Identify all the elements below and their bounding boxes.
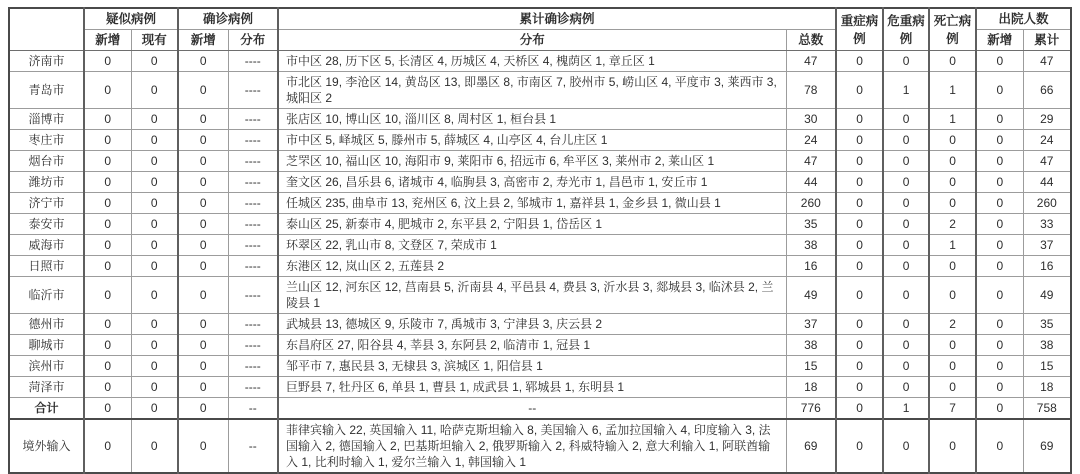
cumulative-distribution-cell: 任城区 235, 曲阜市 13, 兖州区 6, 汶上县 2, 邹城市 1, 嘉祥县 1, 金乡县 1, 微山县 1 [278, 193, 786, 214]
critical-cases-cell: 0 [883, 130, 929, 151]
severe-cases-cell: 0 [836, 256, 883, 277]
severe-cases-cell: 0 [836, 398, 883, 420]
city-row [9, 335, 1071, 356]
discharged-total-cell: 37 [1023, 235, 1071, 256]
city-name: 威海市 [9, 235, 84, 256]
city-row [9, 277, 1071, 314]
critical-cases-cell: 0 [883, 377, 929, 398]
confirmed-new-cell: 0 [178, 151, 228, 172]
table-header [9, 8, 1071, 51]
city-row [9, 314, 1071, 335]
severe-cases-cell: 0 [836, 235, 883, 256]
cumulative-distribution-cell: 奎文区 26, 昌乐县 6, 诸城市 4, 临朐县 3, 高密市 2, 寿光市 1, 昌邑市 1, 安丘市 1 [278, 172, 786, 193]
discharged-total-cell: 15 [1023, 356, 1071, 377]
table-body [9, 51, 1071, 474]
severe-cases-cell: 0 [836, 72, 883, 109]
discharged-new-cell: 0 [976, 130, 1023, 151]
severe-cases-cell: 0 [836, 335, 883, 356]
cumulative-total-cell: 24 [786, 130, 836, 151]
suspected-new-cell: 0 [84, 377, 131, 398]
cumulative-distribution-cell: 东港区 12, 岚山区 2, 五莲县 2 [278, 256, 786, 277]
discharged-total-cell: 49 [1023, 277, 1071, 314]
discharged-new-cell: 0 [976, 172, 1023, 193]
cumulative-distribution-cell: 环翠区 22, 乳山市 8, 文登区 7, 荣成市 1 [278, 235, 786, 256]
cumulative-total-cell: 16 [786, 256, 836, 277]
suspected-new-cell: 0 [84, 356, 131, 377]
critical-cases-cell: 0 [883, 193, 929, 214]
total-row [9, 398, 1071, 420]
severe-cases-cell: 0 [836, 377, 883, 398]
confirmed-cases-group-header: 确诊病例 [178, 8, 278, 30]
city-row [9, 377, 1071, 398]
cumulative-confirmed-group-header: 累计确诊病例 [278, 8, 836, 30]
suspected-current-cell: 0 [131, 335, 178, 356]
confirmed-new-cell: 0 [178, 193, 228, 214]
death-cases-cell: 0 [929, 130, 976, 151]
suspected-new-cell: 0 [84, 214, 131, 235]
city-row [9, 72, 1071, 109]
death-cases-cell: 1 [929, 72, 976, 109]
discharged-new-cell: 0 [976, 151, 1023, 172]
discharged-total-cell: 33 [1023, 214, 1071, 235]
city-row [9, 151, 1071, 172]
cumulative-total-cell: 260 [786, 193, 836, 214]
death-cases-cell: 0 [929, 51, 976, 72]
suspected-current-header: 现有 [131, 30, 178, 51]
confirmed-distribution-cell: ---- [228, 109, 278, 130]
discharged-new-cell: 0 [976, 193, 1023, 214]
death-cases-cell: 0 [929, 193, 976, 214]
cumulative-distribution-cell: 巨野县 7, 牡丹区 6, 单县 1, 曹县 1, 成武县 1, 郓城县 1, 东明县 1 [278, 377, 786, 398]
cumulative-distribution-cell: 武城县 13, 德城区 9, 乐陵市 7, 禹城市 3, 宁津县 3, 庆云县 2 [278, 314, 786, 335]
suspected-current-cell: 0 [131, 256, 178, 277]
discharged-total-header: 累计 [1023, 30, 1071, 51]
cumulative-distribution-cell: 兰山区 12, 河东区 12, 莒南县 5, 沂南县 4, 平邑县 4, 费县 3, 沂水县 3, 郯城县 3, 临沭县 2, 兰陵县 1 [278, 277, 786, 314]
suspected-current-cell: 0 [131, 314, 178, 335]
suspected-current-cell: 0 [131, 419, 178, 473]
suspected-new-cell: 0 [84, 172, 131, 193]
discharged-total-cell: 24 [1023, 130, 1071, 151]
cumulative-distribution-cell: 东昌府区 27, 阳谷县 4, 莘县 3, 东阿县 2, 临清市 1, 冠县 1 [278, 335, 786, 356]
severe-cases-cell: 0 [836, 130, 883, 151]
critical-cases-cell: 0 [883, 214, 929, 235]
death-cases-cell: 0 [929, 172, 976, 193]
city-name: 聊城市 [9, 335, 84, 356]
city-name: 济南市 [9, 51, 84, 72]
suspected-current-cell: 0 [131, 235, 178, 256]
confirmed-new-cell: 0 [178, 277, 228, 314]
confirmed-distribution-cell: ---- [228, 72, 278, 109]
death-cases-cell: 0 [929, 335, 976, 356]
confirmed-new-cell: 0 [178, 419, 228, 473]
confirmed-new-cell: 0 [178, 130, 228, 151]
death-cases-cell: 2 [929, 214, 976, 235]
cumulative-total-cell: 44 [786, 172, 836, 193]
critical-cases-cell: 0 [883, 277, 929, 314]
cumulative-distribution-cell: 芝罘区 10, 福山区 10, 海阳市 9, 莱阳市 6, 招远市 6, 牟平区 3, 莱州市 2, 莱山区 1 [278, 151, 786, 172]
critical-cases-cell: 0 [883, 51, 929, 72]
suspected-current-cell: 0 [131, 72, 178, 109]
city-name: 济宁市 [9, 193, 84, 214]
death-cases-cell: 7 [929, 398, 976, 420]
confirmed-distribution-cell: ---- [228, 256, 278, 277]
cumulative-distribution-cell: 市中区 28, 历下区 5, 长清区 4, 历城区 4, 天桥区 4, 槐荫区 1, 章丘区 1 [278, 51, 786, 72]
city-name: 泰安市 [9, 214, 84, 235]
suspected-current-cell: 0 [131, 356, 178, 377]
confirmed-new-cell: 0 [178, 235, 228, 256]
confirmed-new-header: 新增 [178, 30, 228, 51]
suspected-current-cell: 0 [131, 109, 178, 130]
city-row [9, 235, 1071, 256]
city-row [9, 172, 1071, 193]
cumulative-total-cell: 69 [786, 419, 836, 473]
confirmed-new-cell: 0 [178, 214, 228, 235]
discharged-new-cell: 0 [976, 419, 1023, 473]
suspected-current-cell: 0 [131, 172, 178, 193]
confirmed-distribution-cell: -- [228, 419, 278, 473]
confirmed-new-cell: 0 [178, 51, 228, 72]
suspected-current-cell: 0 [131, 398, 178, 420]
cumulative-total-cell: 18 [786, 377, 836, 398]
city-name: 合计 [9, 398, 84, 420]
suspected-new-cell: 0 [84, 277, 131, 314]
confirmed-distribution-cell: ---- [228, 235, 278, 256]
discharged-total-cell: 47 [1023, 51, 1071, 72]
suspected-current-cell: 0 [131, 214, 178, 235]
confirmed-new-cell: 0 [178, 356, 228, 377]
city-row [9, 214, 1071, 235]
discharged-new-cell: 0 [976, 214, 1023, 235]
suspected-new-header: 新增 [84, 30, 131, 51]
city-name: 德州市 [9, 314, 84, 335]
cumulative-total-cell: 776 [786, 398, 836, 420]
suspected-current-cell: 0 [131, 130, 178, 151]
city-row [9, 193, 1071, 214]
death-cases-cell: 0 [929, 356, 976, 377]
city-name: 青岛市 [9, 72, 84, 109]
critical-cases-cell: 0 [883, 151, 929, 172]
critical-cases-cell: 0 [883, 314, 929, 335]
city-name: 境外输入 [9, 419, 84, 473]
cumulative-distribution-cell: 菲律宾输入 22, 英国输入 11, 哈萨克斯坦输入 8, 美国输入 6, 孟加拉国输入 4, 印度输入 3, 法国输入 2, 德国输入 2, 巴基斯坦输入 2, 俄罗斯输入 2, 科威特输入 2, 意大利输入 1, 阿联酋输入 1, 比利时输入 1, 爱尔兰输入 1, 韩国输入 1 [278, 419, 786, 473]
cumulative-total-cell: 78 [786, 72, 836, 109]
confirmed-distribution-cell: ---- [228, 172, 278, 193]
city-row [9, 51, 1071, 72]
cumulative-total-cell: 47 [786, 51, 836, 72]
cumulative-total-cell: 38 [786, 335, 836, 356]
suspected-new-cell: 0 [84, 398, 131, 420]
city-row [9, 256, 1071, 277]
critical-cases-cell: 0 [883, 335, 929, 356]
cumulative-total-cell: 38 [786, 235, 836, 256]
confirmed-new-cell: 0 [178, 172, 228, 193]
confirmed-distribution-cell: ---- [228, 130, 278, 151]
discharged-new-cell: 0 [976, 72, 1023, 109]
severe-cases-cell: 0 [836, 193, 883, 214]
severe-cases-cell: 0 [836, 214, 883, 235]
critical-cases-cell: 1 [883, 398, 929, 420]
severe-cases-cell: 0 [836, 419, 883, 473]
severe-cases-cell: 0 [836, 277, 883, 314]
cumulative-total-cell: 35 [786, 214, 836, 235]
cumulative-total-cell: 30 [786, 109, 836, 130]
critical-cases-cell: 0 [883, 256, 929, 277]
city-name: 日照市 [9, 256, 84, 277]
confirmed-distribution-cell: -- [228, 398, 278, 420]
discharged-new-header: 新增 [976, 30, 1023, 51]
city-row [9, 130, 1071, 151]
confirmed-new-cell: 0 [178, 377, 228, 398]
suspected-new-cell: 0 [84, 51, 131, 72]
cumulative-distribution-cell: 市中区 5, 峄城区 5, 滕州市 5, 薛城区 4, 山亭区 4, 台儿庄区 1 [278, 130, 786, 151]
discharged-total-cell: 16 [1023, 256, 1071, 277]
city-row [9, 356, 1071, 377]
discharged-total-cell: 47 [1023, 151, 1071, 172]
critical-cases-header: 危重病例 [883, 8, 929, 51]
confirmed-new-cell: 0 [178, 256, 228, 277]
header-group-row [9, 8, 1071, 30]
severe-cases-cell: 0 [836, 109, 883, 130]
death-cases-cell: 1 [929, 235, 976, 256]
discharged-group-header: 出院人数 [976, 8, 1071, 30]
discharged-total-cell: 35 [1023, 314, 1071, 335]
discharged-new-cell: 0 [976, 377, 1023, 398]
city-name: 菏泽市 [9, 377, 84, 398]
cumulative-distribution-cell: 邹平市 7, 惠民县 3, 无棣县 3, 滨城区 1, 阳信县 1 [278, 356, 786, 377]
confirmed-distribution-cell: ---- [228, 335, 278, 356]
severe-cases-cell: 0 [836, 314, 883, 335]
severe-cases-cell: 0 [836, 356, 883, 377]
death-cases-cell: 0 [929, 277, 976, 314]
discharged-total-cell: 29 [1023, 109, 1071, 130]
discharged-new-cell: 0 [976, 277, 1023, 314]
death-cases-cell: 0 [929, 377, 976, 398]
confirmed-distribution-cell: ---- [228, 356, 278, 377]
discharged-total-cell: 66 [1023, 72, 1071, 109]
confirmed-new-cell: 0 [178, 109, 228, 130]
severe-cases-cell: 0 [836, 151, 883, 172]
death-cases-cell: 0 [929, 151, 976, 172]
critical-cases-cell: 0 [883, 172, 929, 193]
suspected-new-cell: 0 [84, 109, 131, 130]
critical-cases-cell: 0 [883, 235, 929, 256]
suspected-new-cell: 0 [84, 256, 131, 277]
city-name: 淄博市 [9, 109, 84, 130]
city-name: 滨州市 [9, 356, 84, 377]
confirmed-distribution-cell: ---- [228, 151, 278, 172]
discharged-new-cell: 0 [976, 335, 1023, 356]
cumulative-distribution-cell: 市北区 19, 李沧区 14, 黄岛区 13, 即墨区 8, 市南区 7, 胶州市 5, 崂山区 4, 平度市 3, 莱西市 3, 城阳区 2 [278, 72, 786, 109]
death-cases-cell: 0 [929, 419, 976, 473]
cumulative-distribution-cell: 泰山区 25, 新泰市 4, 肥城市 2, 东平县 2, 宁阳县 1, 岱岳区 1 [278, 214, 786, 235]
suspected-new-cell: 0 [84, 335, 131, 356]
city-name: 枣庄市 [9, 130, 84, 151]
suspected-new-cell: 0 [84, 193, 131, 214]
cumulative-total-cell: 49 [786, 277, 836, 314]
severe-cases-cell: 0 [836, 172, 883, 193]
discharged-new-cell: 0 [976, 235, 1023, 256]
death-cases-cell: 2 [929, 314, 976, 335]
confirmed-distribution-cell: ---- [228, 277, 278, 314]
suspected-new-cell: 0 [84, 419, 131, 473]
cumulative-total-cell: 37 [786, 314, 836, 335]
suspected-new-cell: 0 [84, 314, 131, 335]
severe-cases-cell: 0 [836, 51, 883, 72]
discharged-new-cell: 0 [976, 256, 1023, 277]
covid-statistics-table [8, 7, 1072, 474]
confirmed-new-cell: 0 [178, 398, 228, 420]
death-cases-cell: 0 [929, 256, 976, 277]
cumulative-total-cell: 47 [786, 151, 836, 172]
imported-cases-row [9, 419, 1071, 473]
suspected-current-cell: 0 [131, 151, 178, 172]
confirmed-distribution-cell: ---- [228, 214, 278, 235]
death-cases-cell: 1 [929, 109, 976, 130]
confirmed-distribution-header: 分布 [228, 30, 278, 51]
discharged-total-cell: 260 [1023, 193, 1071, 214]
discharged-new-cell: 0 [976, 398, 1023, 420]
city-row [9, 109, 1071, 130]
suspected-current-cell: 0 [131, 193, 178, 214]
cumulative-distribution-cell: 张店区 10, 博山区 10, 淄川区 8, 周村区 1, 桓台县 1 [278, 109, 786, 130]
discharged-new-cell: 0 [976, 356, 1023, 377]
discharged-total-cell: 69 [1023, 419, 1071, 473]
suspected-new-cell: 0 [84, 130, 131, 151]
city-name: 临沂市 [9, 277, 84, 314]
discharged-new-cell: 0 [976, 51, 1023, 72]
confirmed-distribution-cell: ---- [228, 314, 278, 335]
discharged-total-cell: 38 [1023, 335, 1071, 356]
suspected-current-cell: 0 [131, 277, 178, 314]
confirmed-distribution-cell: ---- [228, 51, 278, 72]
cumulative-total-cell: 15 [786, 356, 836, 377]
critical-cases-cell: 0 [883, 109, 929, 130]
critical-cases-cell: 1 [883, 72, 929, 109]
city-name: 烟台市 [9, 151, 84, 172]
critical-cases-cell: 0 [883, 419, 929, 473]
death-cases-header: 死亡病例 [929, 8, 976, 51]
suspected-current-cell: 0 [131, 51, 178, 72]
confirmed-distribution-cell: ---- [228, 193, 278, 214]
cumulative-total-header: 总数 [786, 30, 836, 51]
severe-cases-header: 重症病例 [836, 8, 883, 51]
suspected-cases-group-header: 疑似病例 [84, 8, 178, 30]
confirmed-new-cell: 0 [178, 72, 228, 109]
discharged-total-cell: 18 [1023, 377, 1071, 398]
critical-cases-cell: 0 [883, 356, 929, 377]
suspected-new-cell: 0 [84, 151, 131, 172]
suspected-new-cell: 0 [84, 235, 131, 256]
cumulative-distribution-cell: -- [278, 398, 786, 420]
suspected-new-cell: 0 [84, 72, 131, 109]
cumulative-distribution-header: 分布 [278, 30, 786, 51]
discharged-total-cell: 44 [1023, 172, 1071, 193]
discharged-new-cell: 0 [976, 109, 1023, 130]
discharged-new-cell: 0 [976, 314, 1023, 335]
city-name: 潍坊市 [9, 172, 84, 193]
confirmed-distribution-cell: ---- [228, 377, 278, 398]
confirmed-new-cell: 0 [178, 314, 228, 335]
confirmed-new-cell: 0 [178, 335, 228, 356]
discharged-total-cell: 758 [1023, 398, 1071, 420]
corner-header [9, 8, 84, 51]
suspected-current-cell: 0 [131, 377, 178, 398]
